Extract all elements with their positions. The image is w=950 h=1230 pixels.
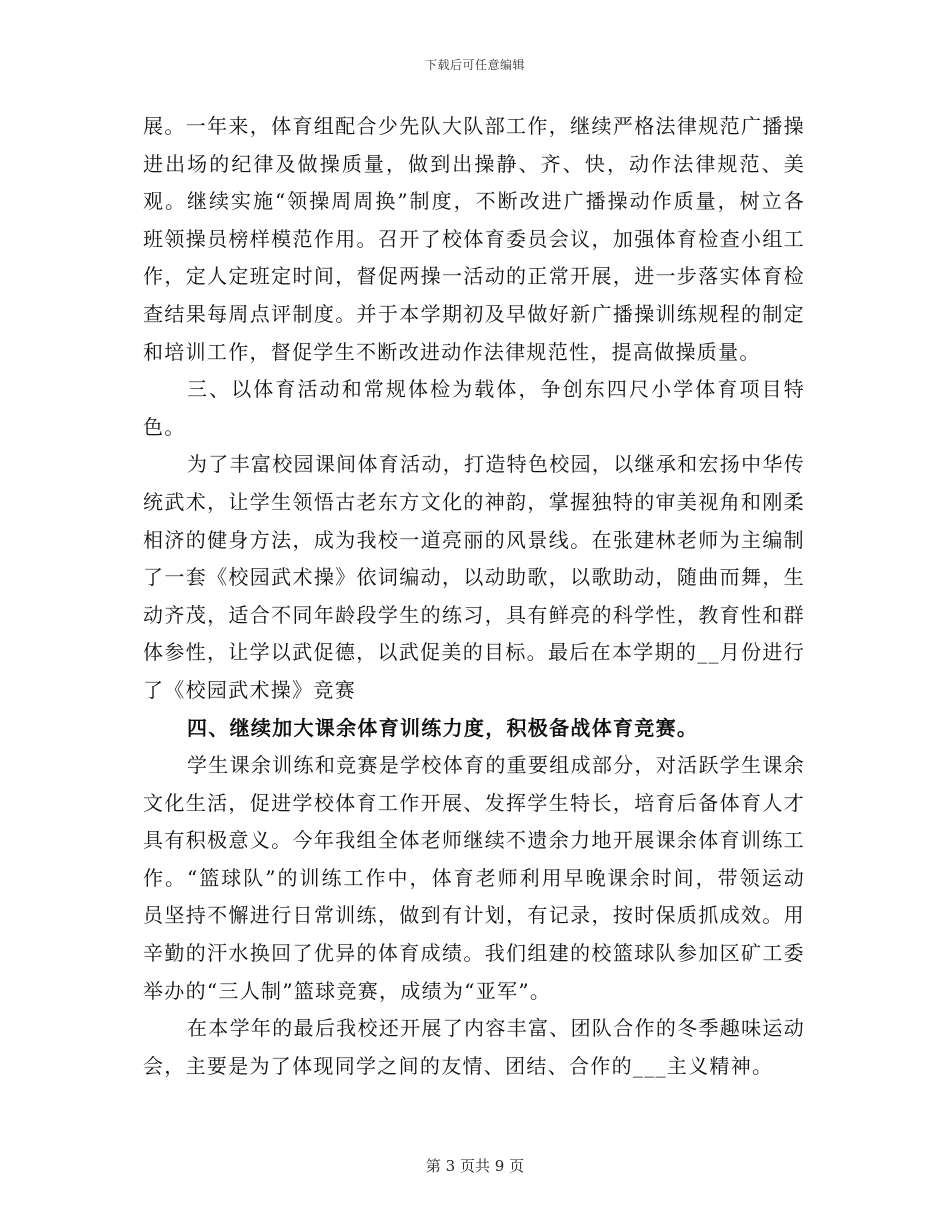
paragraph-winter-sports-meet: 在本学年的最后我校还开展了内容丰富、团队合作的冬季趣味运动会，主要是为了体现同学之间的友情、团结、合作的___主义精神。 — [143, 1016, 805, 1078]
header-note: 下载后可任意编辑 — [424, 58, 525, 72]
paragraph-martial-arts: 为了丰富校园课间体育活动，打造特色校园，以继承和宏扬中华传统武术，让学生领悟古老东方文化的神韵，掌握独特的审美视角和刚柔相济的健身方法，成为我校一道亮丽的风景线。在张建林老师为主编制了一套《校园武术操》依词编动，以动助歌，以歌助动，随曲而舞，生动齐茂，适合不同年龄段学生的练习，具有鲜亮的科学性，教育性和群体参性，让学以武促德，以武促美的目标。最后在本学期的__月份进行了《校园武术操》竞赛 — [143, 452, 805, 702]
paragraph-after-school-training: 学生课余训练和竞赛是学校体育的重要组成部分，对活跃学生课余文化生活，促进学校体育工作开展、发挥学生特长，培育后备体育人才具有积极意义。今年我组全体老师继续不遗余力地开展课余体育训练工作。“篮球队”的训练工作中，体育老师利用早晚课余时间，带领运动员坚持不懈进行日常训练，做到有计划，有记录，按时保质抓成效。用辛勤的汗水换回了优异的体育成绩。我们组建的校篮球队参加区矿工委举办的“三人制”篮球竞赛，成绩为“亚军”。 — [143, 753, 805, 1003]
section-heading-three: 三、以体育活动和常规体检为载体，争创东四尺小学体育项目特色。 — [143, 377, 805, 439]
paragraph-broadcast-exercise: 展。一年来，体育组配合少先队大队部工作，继续严格法律规范广播操进出场的纪律及做操质量，做到出操静、齐、快，动作法律规范、美观。继续实施“领操周周换”制度，不断改进广播操动作质量，树立各班领操员榜样模范作用。召开了校体育委员会议，加强体育检查小组工作，定人定班定时间，督促两操一活动的正常开展，进一步落实体育检查结果每周点评制度。并于本学期初及早做好新广播操训练规程的制定和培训工作，督促学生不断改进动作法律规范性，提高做操质量。 — [143, 114, 805, 364]
page-number: 第 3 页共 9 页 — [425, 1157, 525, 1175]
section-heading-four: 四、继续加大课余体育训练力度，积极备战体育竞赛。 — [187, 715, 699, 740]
document-body — [143, 108, 805, 1085]
